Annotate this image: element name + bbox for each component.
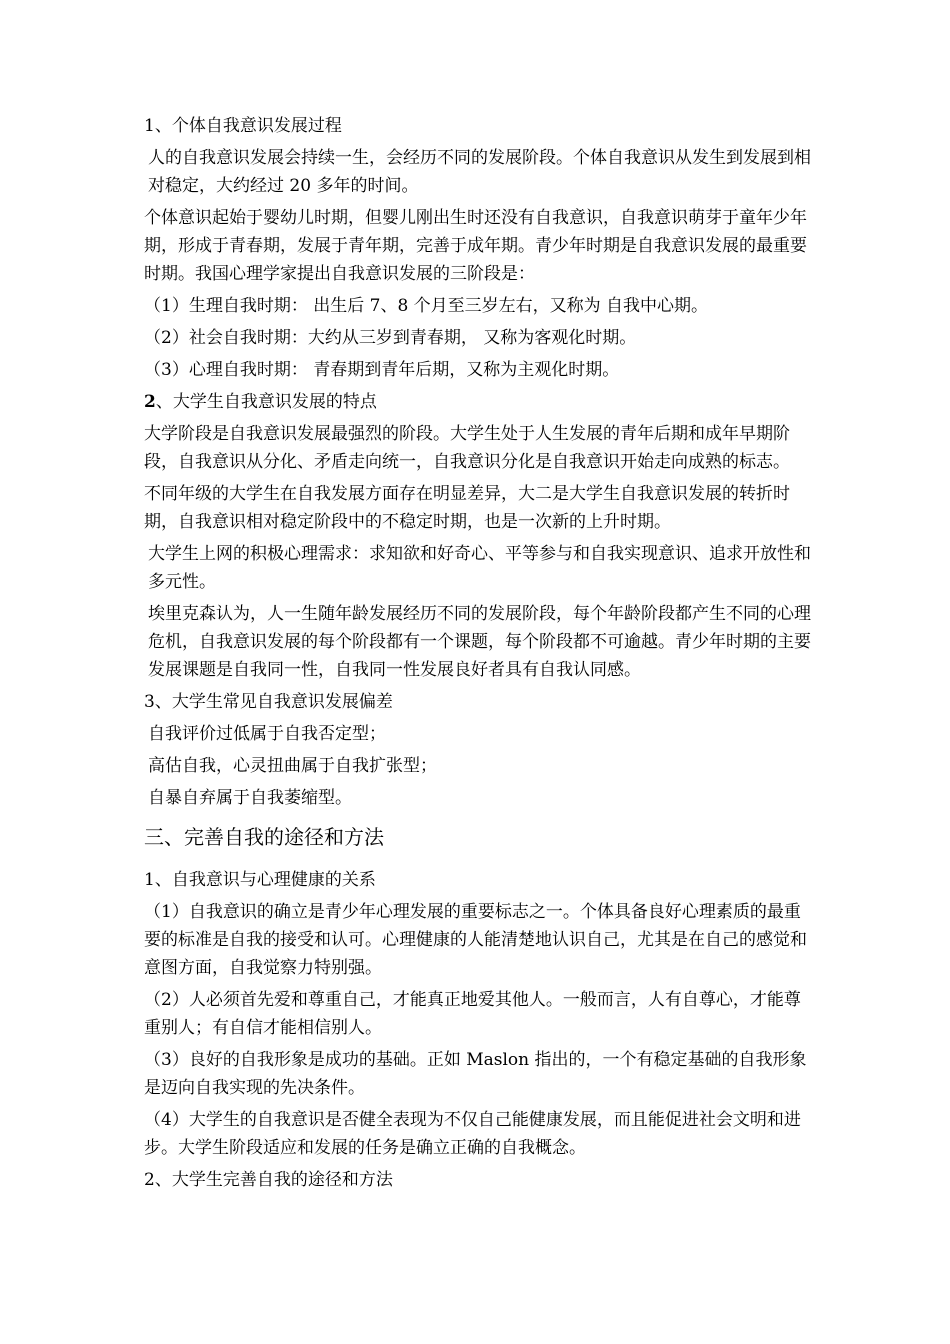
section-2-title-text: 、大学生自我意识发展的特点 <box>155 392 377 412</box>
paragraph: 大学阶段是自我意识发展最强烈的阶段。大学生处于人生发展的青年后期和成年早期阶段，自我意识从分化、矛盾走向统一，自我意识分化是自我意识开始走向成熟的标志。 <box>144 424 790 472</box>
section-2-title <box>144 388 812 416</box>
stage-item: （1）生理自我时期： 出生后 7、8 个月至三岁左右，又称为 自我中心期。 <box>144 296 709 316</box>
stage-item: （3）心理自我时期： 青春期到青年后期，又称为主观化时期。 <box>144 360 620 380</box>
point-item: （3）良好的自我形象是成功的基础。正如 Maslon 指出的，一个有稳定基础的自我形象是迈向自我实现的先决条件。 <box>144 1050 807 1098</box>
paragraph: 个体意识起始于婴幼儿时期，但婴儿刚出生时还没有自我意识，自我意识萌芽于童年少年期，形成于青春期，发展于青年期，完善于成年期。青少年时期是自我意识发展的最重要时期。我国心理学家提出自我意识发展的三阶段是： <box>144 208 807 284</box>
stage-item: （2）社会自我时期：大约从三岁到青春期， 又称为客观化时期。 <box>144 328 637 348</box>
paragraph: 不同年级的大学生在自我发展方面存在明显差异，大二是大学生自我意识发展的转折时期，自我意识相对稳定阶段中的不稳定时期，也是一次新的上升时期。 <box>144 484 790 532</box>
list-item: 高估自我，心灵扭曲属于自我扩张型； <box>148 756 437 776</box>
paragraph: 大学生上网的积极心理需求：求知欲和好奇心、平等参与和自我实现意识、追求开放性和多元性。 <box>148 544 811 592</box>
subsection-title: 1、自我意识与心理健康的关系 <box>144 870 376 890</box>
point-item: （2）人必须首先爱和尊重自己，才能真正地爱其他人。一般而言，人有自尊心，才能尊重别人；有自信才能相信别人。 <box>144 990 801 1038</box>
section-3-title: 3、大学生常见自我意识发展偏差 <box>144 692 393 712</box>
section-2-number: 2 <box>144 392 156 412</box>
list-item: 自暴自弃属于自我萎缩型。 <box>148 788 352 808</box>
section-1-title: 1、个体自我意识发展过程 <box>144 116 342 136</box>
chapter-heading: 三、完善自我的途径和方法 <box>144 825 384 849</box>
subsection-title: 2、大学生完善自我的途径和方法 <box>144 1170 393 1190</box>
list-item: 自我评价过低属于自我否定型； <box>148 724 386 744</box>
paragraph: 埃里克森认为，人一生随年龄发展经历不同的发展阶段，每个年龄阶段都产生不同的心理危机，自我意识发展的每个阶段都有一个课题，每个阶段都不可逾越。青少年时期的主要发展课题是自我同一性，自我同一性发展良好者具有自我认同感。 <box>148 604 811 680</box>
point-item: （4）大学生的自我意识是否健全表现为不仅自己能健康发展，而且能促进社会文明和进步。大学生阶段适应和发展的任务是确立正确的自我概念。 <box>144 1110 801 1158</box>
paragraph: 人的自我意识发展会持续一生，会经历不同的发展阶段。个体自我意识从发生到发展到相对稳定，大约经过 20 多年的时间。 <box>148 148 811 196</box>
document-page <box>144 112 812 1194</box>
point-item: （1）自我意识的确立是青少年心理发展的重要标志之一。个体具备良好心理素质的最重要的标准是自我的接受和认可。心理健康的人能清楚地认识自己，尤其是在自己的感觉和意图方面，自我觉察力特别强。 <box>144 902 807 978</box>
